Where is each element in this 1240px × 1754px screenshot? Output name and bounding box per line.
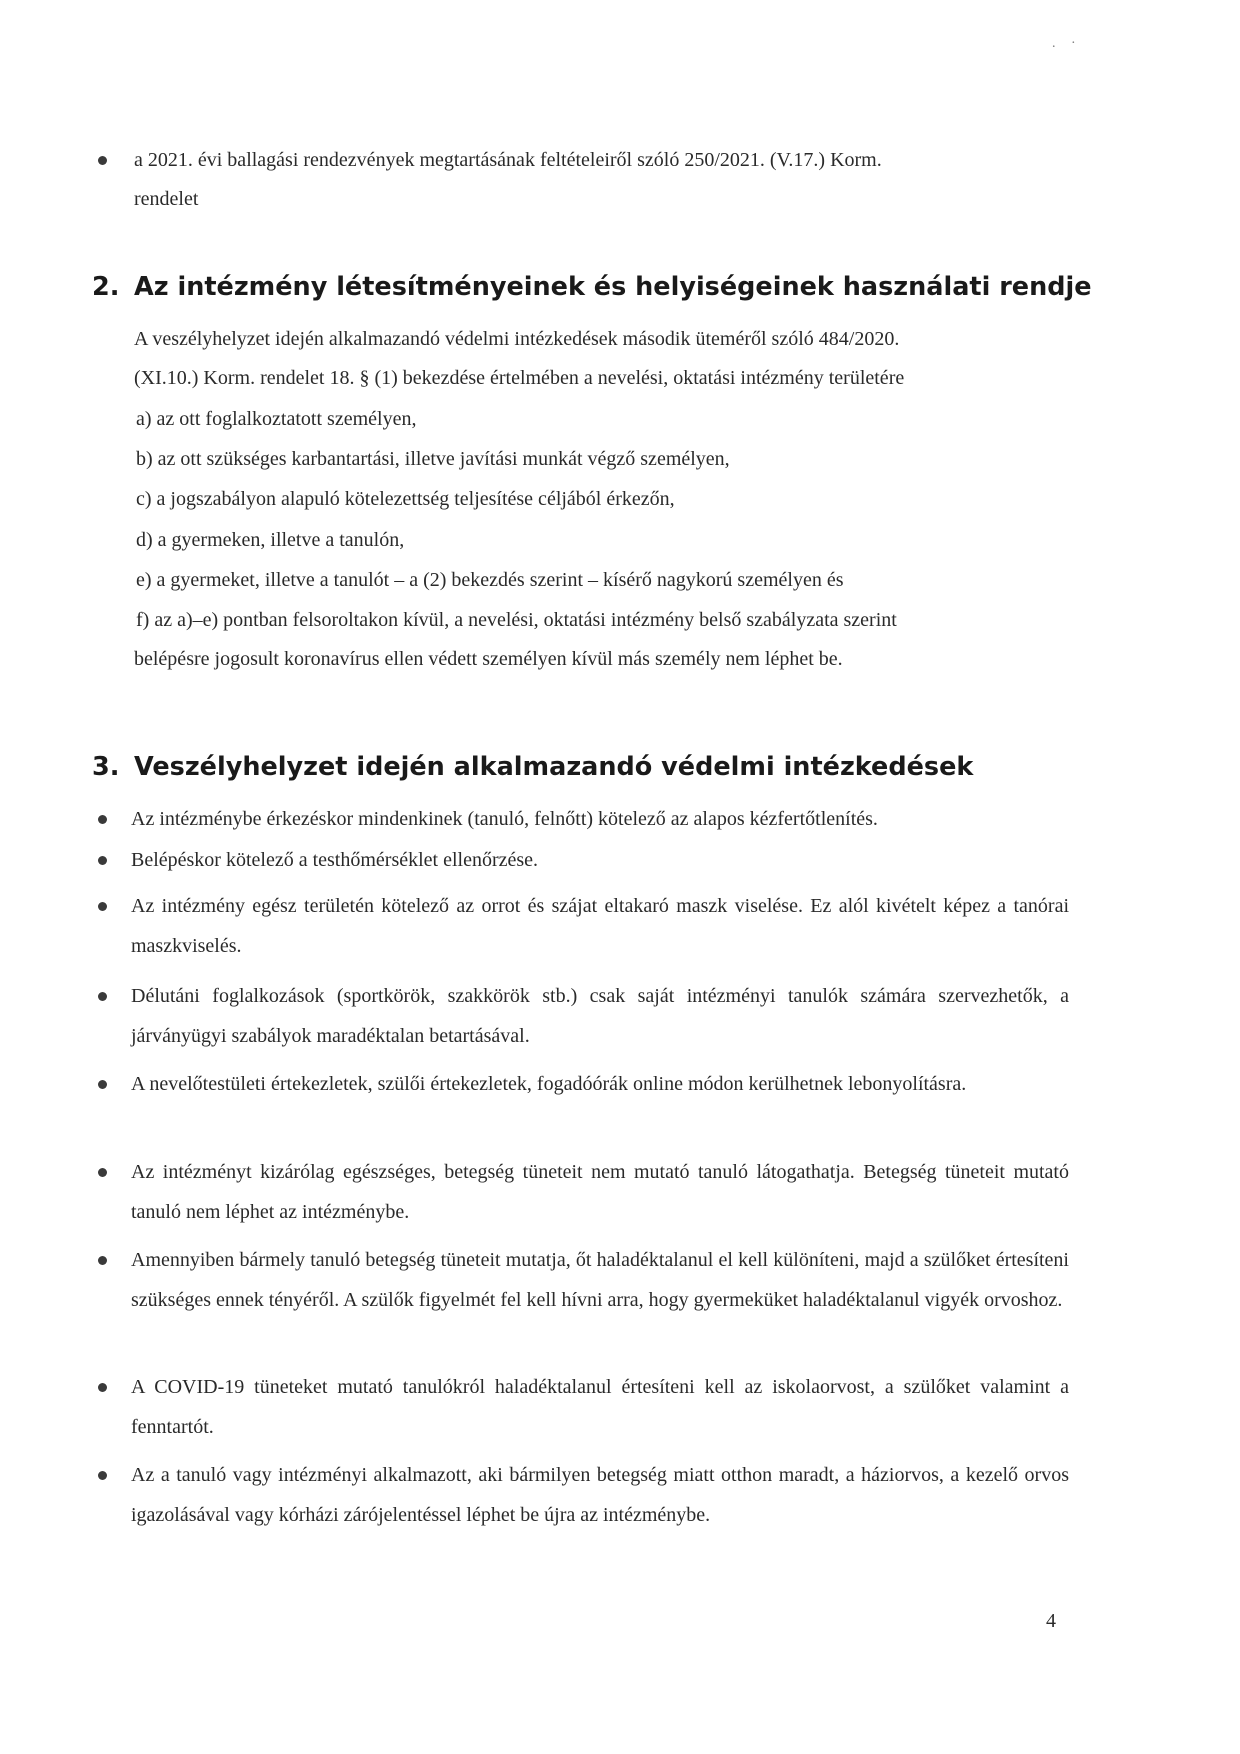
section-2-heading	[92, 272, 1092, 302]
section-2-closing-line: belépésre jogosult koronavírus ellen védett személyen kívül más személy nem léphet be.	[134, 648, 843, 670]
section-2-paragraph-line-1: A veszélyhelyzet idején alkalmazandó védelmi intézkedések második üteméről szóló 484/2020.	[134, 328, 900, 350]
section-3-bullet-1: Az intézménybe érkezéskor mindenkinek (tanuló, felnőtt) kötelező az alapos kézfertőtlenítés.	[131, 808, 878, 830]
section-3-bullet-6: Az intézményt kizárólag egészséges, betegség tüneteit nem mutató tanuló látogathatja. Betegség tüneteit mutató tanuló nem léphet az intézménybe.	[131, 1161, 1069, 1223]
section-2-item-f: f) az a)–e) pontban felsoroltakon kívül, a nevelési, oktatási intézmény belső szabályzata szerint	[136, 609, 897, 631]
bullet-icon	[98, 902, 107, 911]
bullet-icon	[98, 1471, 107, 1480]
section-3-title: Veszélyhelyzet idején alkalmazandó védelmi intézkedések	[134, 752, 974, 782]
section-3-bullet-3: Az intézmény egész területén kötelező az orrot és szájat eltakaró maszk viselése. Ez alól kivételt képez a tanórai maszkviselés.	[131, 895, 1069, 957]
bullet-icon	[98, 856, 107, 865]
section-2-item-c: c) a jogszabályon alapuló kötelezettség teljesítése céljából érkezőn,	[136, 488, 675, 510]
corner-mark: . ·	[1052, 36, 1082, 51]
section-3-bullet-8: A COVID-19 tüneteket mutató tanulókról haladéktalanul értesíteni kell az iskolaorvost, a szülőket valamint a fenntartót.	[131, 1376, 1069, 1438]
section-3-bullet-5: A nevelőtestületi értekezletek, szülői értekezletek, fogadóórák online módon kerülhetnek lebonyolításra.	[131, 1073, 967, 1095]
page-number: 4	[1046, 1610, 1056, 1632]
section-2-title: Az intézmény létesítményeinek és helyiségeinek használati rendje	[134, 272, 1092, 302]
section-3-bullet-2: Belépéskor kötelező a testhőmérséklet ellenőrzése.	[131, 849, 539, 871]
intro-bullet-line-1: a 2021. évi ballagási rendezvények megtartásának feltételeiről szóló 250/2021. (V.17.) Korm.	[134, 149, 882, 171]
bullet-icon	[98, 1256, 107, 1265]
bullet-icon	[98, 156, 107, 165]
section-2-number: 2.	[92, 272, 120, 302]
section-2-item-b: b) az ott szükséges karbantartási, illetve javítási munkát végző személyen,	[136, 448, 730, 470]
section-2-item-d: d) a gyermeken, illetve a tanulón,	[136, 529, 405, 551]
section-3-bullet-7: Amennyiben bármely tanuló betegség tüneteit mutatja, őt haladéktalanul el kell különíteni, majd a szülőket értesíteni szükséges ennek tényéről. A szülők figyelmét fel kell hívni arra, hogy gyermeküket haladéktalanul vigyék orvoshoz.	[131, 1249, 1069, 1311]
section-2-item-a: a) az ott foglalkoztatott személyen,	[136, 408, 417, 430]
section-2-item-e: e) a gyermeket, illetve a tanulót – a (2) bekezdés szerint – kísérő nagykorú személyen és	[136, 569, 844, 591]
section-3-bullet-9: Az a tanuló vagy intézményi alkalmazott, aki bármilyen betegség miatt otthon maradt, a háziorvos, a kezelő orvos igazolásával vagy kórházi zárójelentéssel léphet be újra az intézménybe.	[131, 1464, 1069, 1526]
section-3-bullet-4: Délutáni foglalkozások (sportkörök, szakkörök stb.) csak saját intézményi tanulók számára szervezhetők, a járványügyi szabályok maradéktalan betartásával.	[131, 985, 1069, 1047]
bullet-icon	[98, 992, 107, 1001]
section-3-number: 3.	[92, 752, 120, 782]
section-2-paragraph-line-2: (XI.10.) Korm. rendelet 18. § (1) bekezdése értelmében a nevelési, oktatási intézmény területére	[134, 367, 905, 389]
bullet-icon	[98, 1080, 107, 1089]
section-3-heading	[92, 752, 973, 782]
bullet-icon	[98, 815, 107, 824]
intro-bullet-line-2: rendelet	[134, 188, 199, 210]
bullet-icon	[98, 1383, 107, 1392]
bullet-icon	[98, 1168, 107, 1177]
